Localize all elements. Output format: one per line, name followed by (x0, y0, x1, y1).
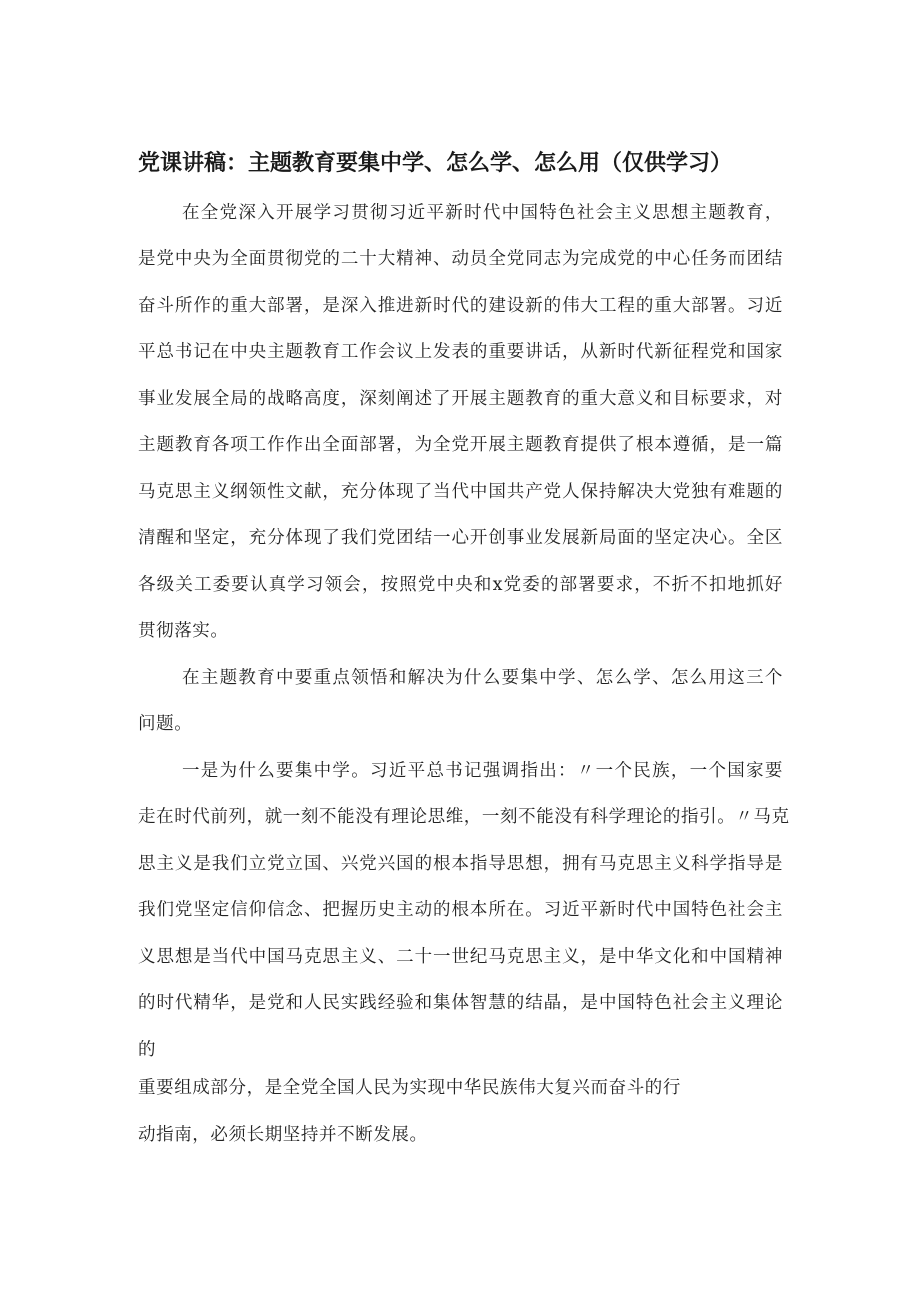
paragraph-1-line-8: 清醒和坚定，充分体现了我们党团结一心开创事业发展新局面的坚定决心。全区 (138, 528, 783, 548)
paragraph-3-line-2: 走在时代前列，就一刻不能没有理论思维，一刻不能没有科学理论的指引。〃马克 (138, 807, 790, 827)
paragraph-1-line-4: 平总书记在中央主题教育工作会议上发表的重要讲话，从新时代新征程党和国家 (138, 342, 783, 362)
paragraph-1-line-3: 奋斗所作的重大部署，是深入推进新时代的建设新的伟大工程的重大部署。习近 (138, 296, 783, 316)
paragraph-2-line-1: 在主题教育中要重点领悟和解决为什么要集中学、怎么学、怎么用这三个 (182, 668, 783, 688)
paragraph-3-line-7: 的 (138, 1040, 157, 1060)
paragraph-3-line-9: 动指南，必须长期坚持并不断发展。 (138, 1125, 428, 1145)
paragraph-1-line-7: 马克思主义纲领性文献，充分体现了当代中国共产党人保持解决大党独有难题的 (138, 482, 783, 502)
paragraph-1-line-1: 在全党深入开展学习贯彻习近平新时代中国特色社会主义思想主题教育， (182, 203, 783, 223)
paragraph-3-line-6: 的时代精华，是党和人民实践经验和集体智慧的结晶，是中国特色社会主义理论 (138, 993, 783, 1013)
paragraph-3-line-4: 我们党坚定信仰信念、把握历史主动的根本所在。习近平新时代中国特色社会主 (138, 900, 783, 920)
paragraph-3-line-8: 重要组成部分，是全党全国人民为实现中华民族伟大复兴而奋斗的行 (138, 1078, 681, 1098)
paragraph-3-line-5: 义思想是当代中国马克思主义、二十一世纪马克思主义，是中华文化和中国精神 (138, 947, 783, 967)
paragraph-1-line-2: 是党中央为全面贯彻党的二十大精神、动员全党同志为完成党的中心任务而团结 (138, 249, 783, 269)
paragraph-3-line-1: 一是为什么要集中学。习近平总书记强调指出：〃一个民族，一个国家要 (182, 761, 783, 781)
paragraph-3-line-3: 思主义是我们立党立国、兴党兴国的根本指导思想，拥有马克思主义科学指导是 (138, 854, 783, 874)
paragraph-1-line-10: 贯彻落实。 (138, 621, 229, 641)
paragraph-1-line-9: 各级关工委要认真学习领会，按照党中央和x党委的部署要求，不折不扣地抓好 (138, 575, 783, 595)
paragraph-1-line-5: 事业发展全局的战略高度，深刻阐述了开展主题教育的重大意义和目标要求，对 (138, 389, 783, 409)
document-title: 党课讲稿：主题教育要集中学、怎么学、怎么用（仅供学习） (138, 151, 733, 176)
paragraph-2-line-2: 问题。 (138, 714, 193, 734)
paragraph-1-line-6: 主题教育各项工作作出全面部署，为全党开展主题教育提供了根本遵循，是一篇 (138, 435, 783, 455)
